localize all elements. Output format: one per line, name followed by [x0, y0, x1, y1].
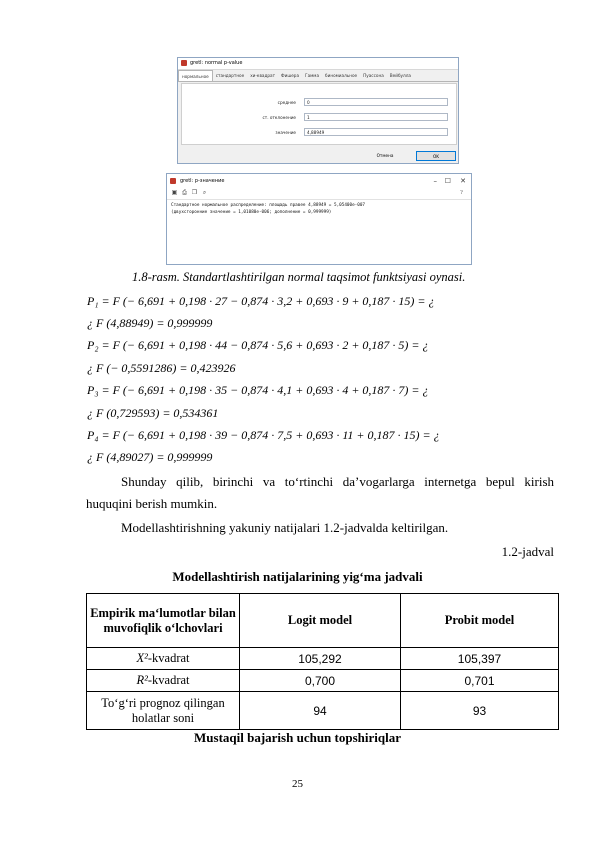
probit-r-square-value: 0,701 [401, 670, 559, 692]
row-label-text: -kvadrat [147, 673, 190, 687]
equation-p1: P₁ = F (− 6,691 + 0,198 · 27 − 0,874 · 3,2 + 0,693 · 9 + 0,187 · 15) = ¿ [87, 294, 435, 308]
gretl-pvalue-window [166, 173, 472, 265]
row-label-chi-square [87, 648, 240, 670]
equation-p1-result: ¿ F (4,88949) = 0,999999 [87, 316, 213, 330]
minimize-icon[interactable]: – [433, 177, 437, 185]
print-icon[interactable]: ⎙ [182, 190, 187, 196]
paragraph-1-line-2: huquqini berish mumkin. [86, 496, 218, 511]
mean-label: среднее [277, 100, 296, 105]
help-icon[interactable]: ? [460, 190, 463, 196]
close-icon[interactable]: ✕ [460, 177, 466, 185]
save-icon[interactable]: ▣ [171, 190, 178, 196]
value-input[interactable]: 4,88949 [304, 128, 448, 136]
header-fit-measures: Empirik ma‘lumotlar bilan muvofiqlik o‘lchovlari [87, 594, 240, 648]
value-label: значение [275, 130, 296, 135]
paragraph-2: Modellashtirishning yakuniy natijalari 1.2-jadvalda keltirilgan. [121, 520, 449, 535]
maximize-icon[interactable]: ☐ [444, 177, 451, 185]
std-dev-row [182, 113, 456, 122]
r-square-symbol: R² [136, 673, 148, 687]
equation-p4: P₄ = F (− 6,691 + 0,198 · 39 − 0,874 · 7,5 + 0,693 · 11 + 0,187 · 15) = ¿ [87, 428, 440, 442]
tab-poisson[interactable]: Пуассона [363, 73, 384, 78]
dialog2-title: gretl: p-значение [180, 178, 225, 184]
logit-correct-predictions-value: 94 [240, 692, 401, 730]
paragraph-1-line-1: Shunday qilib, birinchi va to‘rtinchi da’vogarlarga internetga bepul kirish [121, 474, 554, 489]
gretl-distribution-dialog [177, 57, 459, 164]
output-line-2: (двухсторонние значение = 1,01080e-006; дополнение = 0,999999) [171, 210, 332, 215]
section-title: Mustaqil bajarish uchun topshiriqlar [194, 730, 401, 745]
header-probit: Probit model [401, 594, 559, 648]
equation-p4-result: ¿ F (4,89027) = 0,999999 [87, 450, 213, 464]
equation-p2: P₂ = F (− 6,691 + 0,198 · 44 − 0,874 · 5,6 + 0,693 · 2 + 0,187 · 5) = ¿ [87, 338, 429, 352]
results-table [86, 593, 559, 730]
copy-icon[interactable]: ❐ [191, 190, 198, 196]
tab-normal[interactable]: нормальное [178, 70, 213, 81]
equation-p3: P₃ = F (− 6,691 + 0,198 · 35 − 0,874 · 4,1 + 0,693 · 4 + 0,187 · 7) = ¿ [87, 383, 429, 397]
row-label-r-square [87, 670, 240, 692]
equation-p2-result: ¿ F (− 0,5591286) = 0,423926 [87, 361, 236, 375]
mean-row [182, 98, 456, 107]
table-row [87, 670, 559, 692]
logit-chi-square-value: 105,292 [240, 648, 401, 670]
logit-r-square-value: 0,700 [240, 670, 401, 692]
std-dev-input[interactable]: 1 [304, 113, 448, 121]
mean-input[interactable]: 0 [304, 98, 448, 106]
result-toolbar [167, 188, 471, 200]
table-reference: 1.2-jadval [501, 544, 554, 559]
table-title: Modellashtirish natijalarining yig‘ma jadvali [172, 569, 423, 584]
header-logit: Logit model [240, 594, 401, 648]
table-row [87, 692, 559, 730]
table-header-row [87, 594, 559, 648]
output-line-1: Стандартное нормальное распределение: площадь правее 4,88949 = 5,05400e-007 [171, 203, 366, 208]
row-label-correct-predictions: To‘g‘ri prognoz qilingan holatlar soni [87, 692, 240, 730]
dialog1-title: gretl: normal p-value [190, 60, 243, 66]
gretl-app-icon [170, 178, 176, 184]
tab-fisher[interactable]: Фишера [281, 73, 300, 78]
figure-caption: 1.8-rasm. Standartlashtirilgan normal taqsimot funktsiyasi oynasi. [132, 270, 466, 284]
tab-gamma[interactable]: Гамма [305, 73, 320, 78]
cancel-button[interactable]: Отмена [376, 153, 394, 158]
probit-correct-predictions-value: 93 [401, 692, 559, 730]
tab-binomial[interactable]: биномиальное [325, 73, 358, 78]
distribution-tabs [178, 70, 458, 82]
tab-standard[interactable]: стандартное [215, 73, 245, 78]
chi-square-symbol: X² [136, 651, 148, 665]
gretl-app-icon [181, 60, 187, 66]
std-dev-label: ст. отклонение [262, 115, 296, 120]
page-number: 25 [292, 778, 303, 790]
value-row [182, 128, 456, 137]
pvalue-output [167, 200, 471, 218]
dialog2-titlebar [167, 174, 471, 188]
tab-weibull[interactable]: Вейбулла [389, 73, 411, 78]
parameters-panel [181, 83, 457, 145]
equation-p3-result: ¿ F (0,729593) = 0,534361 [87, 406, 219, 420]
probit-chi-square-value: 105,397 [401, 648, 559, 670]
find-icon[interactable]: ⌕ [202, 190, 207, 196]
tab-chi-square[interactable]: хи-квадрат [250, 73, 276, 78]
row-label-text: -kvadrat [147, 651, 190, 665]
dialog1-titlebar [178, 58, 458, 70]
ok-button[interactable]: OK [416, 151, 456, 161]
table-row [87, 648, 559, 670]
